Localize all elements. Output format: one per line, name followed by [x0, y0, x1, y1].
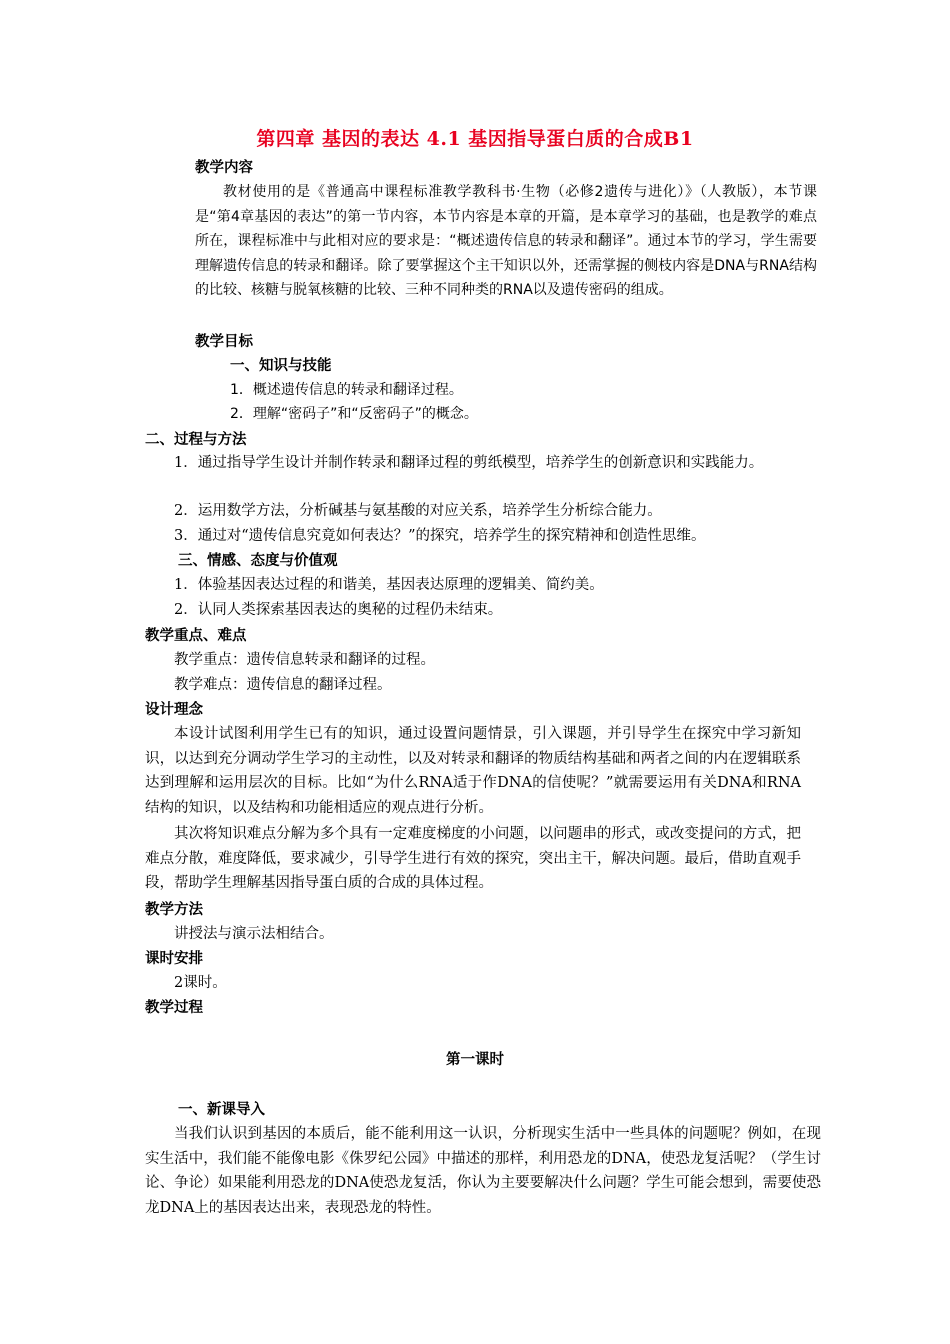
goal-item-2: 2．理解“密码子”和“反密码子”的概念。	[230, 406, 478, 422]
introduction-paragraph: 当我们认识到基因的本质后，能不能利用这一认识，分析现实生活中一些具体的问题呢？例如，在现实生活中，我们能不能像电影《侏罗纪公园》中描述的那样，利用恐龙的DNA，使恐龙复活呢？（学生讨论、争论）如果能利用恐龙的DNA使恐龙复活，你认为主要要解决什么问题？学生可能会想到，需要使恐龙DNA上的基因表达出来，表现恐龙的特性。	[145, 1126, 821, 1216]
subheading-knowledge: 一、知识与技能	[230, 358, 332, 374]
heading-content: 教学内容	[195, 160, 253, 176]
goal-item-5: 3．通过对“遗传信息究竟如何表达？”的探究，培养学生的探究精神和创造性思维。	[174, 528, 706, 544]
heading-goals: 教学目标	[195, 334, 253, 350]
content-paragraph: 教材使用的是《普通高中课程标准教学教科书·生物（必修2遗传与进化）》（人教版），本节课是“第4章基因的表达”的第一节内容，本节内容是本章的开篇，是本章学习的基础，也是教学的难点所在，课程标准中与此相对应的要求是：“概述遗传信息的转录和翻译”。通过本节的学习，学生需要理解遗传信息的转录和翻译。除了要掌握这个主干知识以外，还需掌握的侧枝内容是DNA与RNA结构的比较、核糖与脱氧核糖的比较、三种不同种类的RNA以及遗传密码的组成。	[195, 184, 817, 298]
heading-schedule: 课时安排	[145, 951, 203, 967]
heading-process: 教学过程	[145, 1000, 203, 1016]
schedule-line: 2课时。	[174, 975, 227, 991]
key-point-line: 教学重点：遗传信息转录和翻译的过程。	[174, 652, 435, 668]
subheading-process: 二、过程与方法	[145, 432, 247, 448]
goal-item-6: 1．体验基因表达过程的和谐美，基因表达原理的逻辑美、简约美。	[174, 577, 604, 593]
document-title: 第四章 基因的表达 4.1 基因指导蛋白质的合成B1	[256, 128, 694, 150]
lesson-one-heading: 第一课时	[446, 1052, 504, 1068]
goal-item-1: 1．概述遗传信息的转录和翻译过程。	[230, 382, 463, 398]
goal-item-3: 1．通过指导学生设计并制作转录和翻译过程的剪纸模型，培养学生的创新意识和实践能力。	[174, 455, 764, 471]
goal-item-7: 2．认同人类探索基因表达的奥秘的过程仍未结束。	[174, 602, 503, 618]
design-paragraph-2: 其次将知识难点分解为多个具有一定难度梯度的小问题，以问题串的形式，或改变提问的方式，把难点分散，难度降低，要求减少，引导学生进行有效的探究，突出主干，解决问题。最后，借助直观手段，帮助学生理解基因指导蛋白质的合成的具体过程。	[145, 826, 801, 891]
subheading-introduction: 一、新课导入	[178, 1102, 265, 1118]
subheading-attitude: 三、情感、态度与价值观	[178, 553, 338, 569]
difficult-point-line: 教学难点：遗传信息的翻译过程。	[174, 677, 392, 693]
heading-design: 设计理念	[145, 702, 203, 718]
design-paragraph-1: 本设计试图利用学生已有的知识，通过设置问题情景，引入课题，并引导学生在探究中学习新知识，以达到充分调动学生学习的主动性，以及对转录和翻译的物质结构基础和两者之间的内在逻辑联系达到理解和运用层次的目标。比如“为什么RNA适于作DNA的信使呢？”就需要运用有关DNA和RNA结构的知识，以及结构和功能相适应的观点进行分析。	[145, 726, 801, 816]
heading-method: 教学方法	[145, 902, 203, 918]
method-line: 讲授法与演示法相结合。	[174, 926, 334, 942]
goal-item-4: 2．运用数学方法，分析碱基与氨基酸的对应关系，培养学生分析综合能力。	[174, 503, 662, 519]
heading-key-points: 教学重点、难点	[145, 628, 247, 644]
